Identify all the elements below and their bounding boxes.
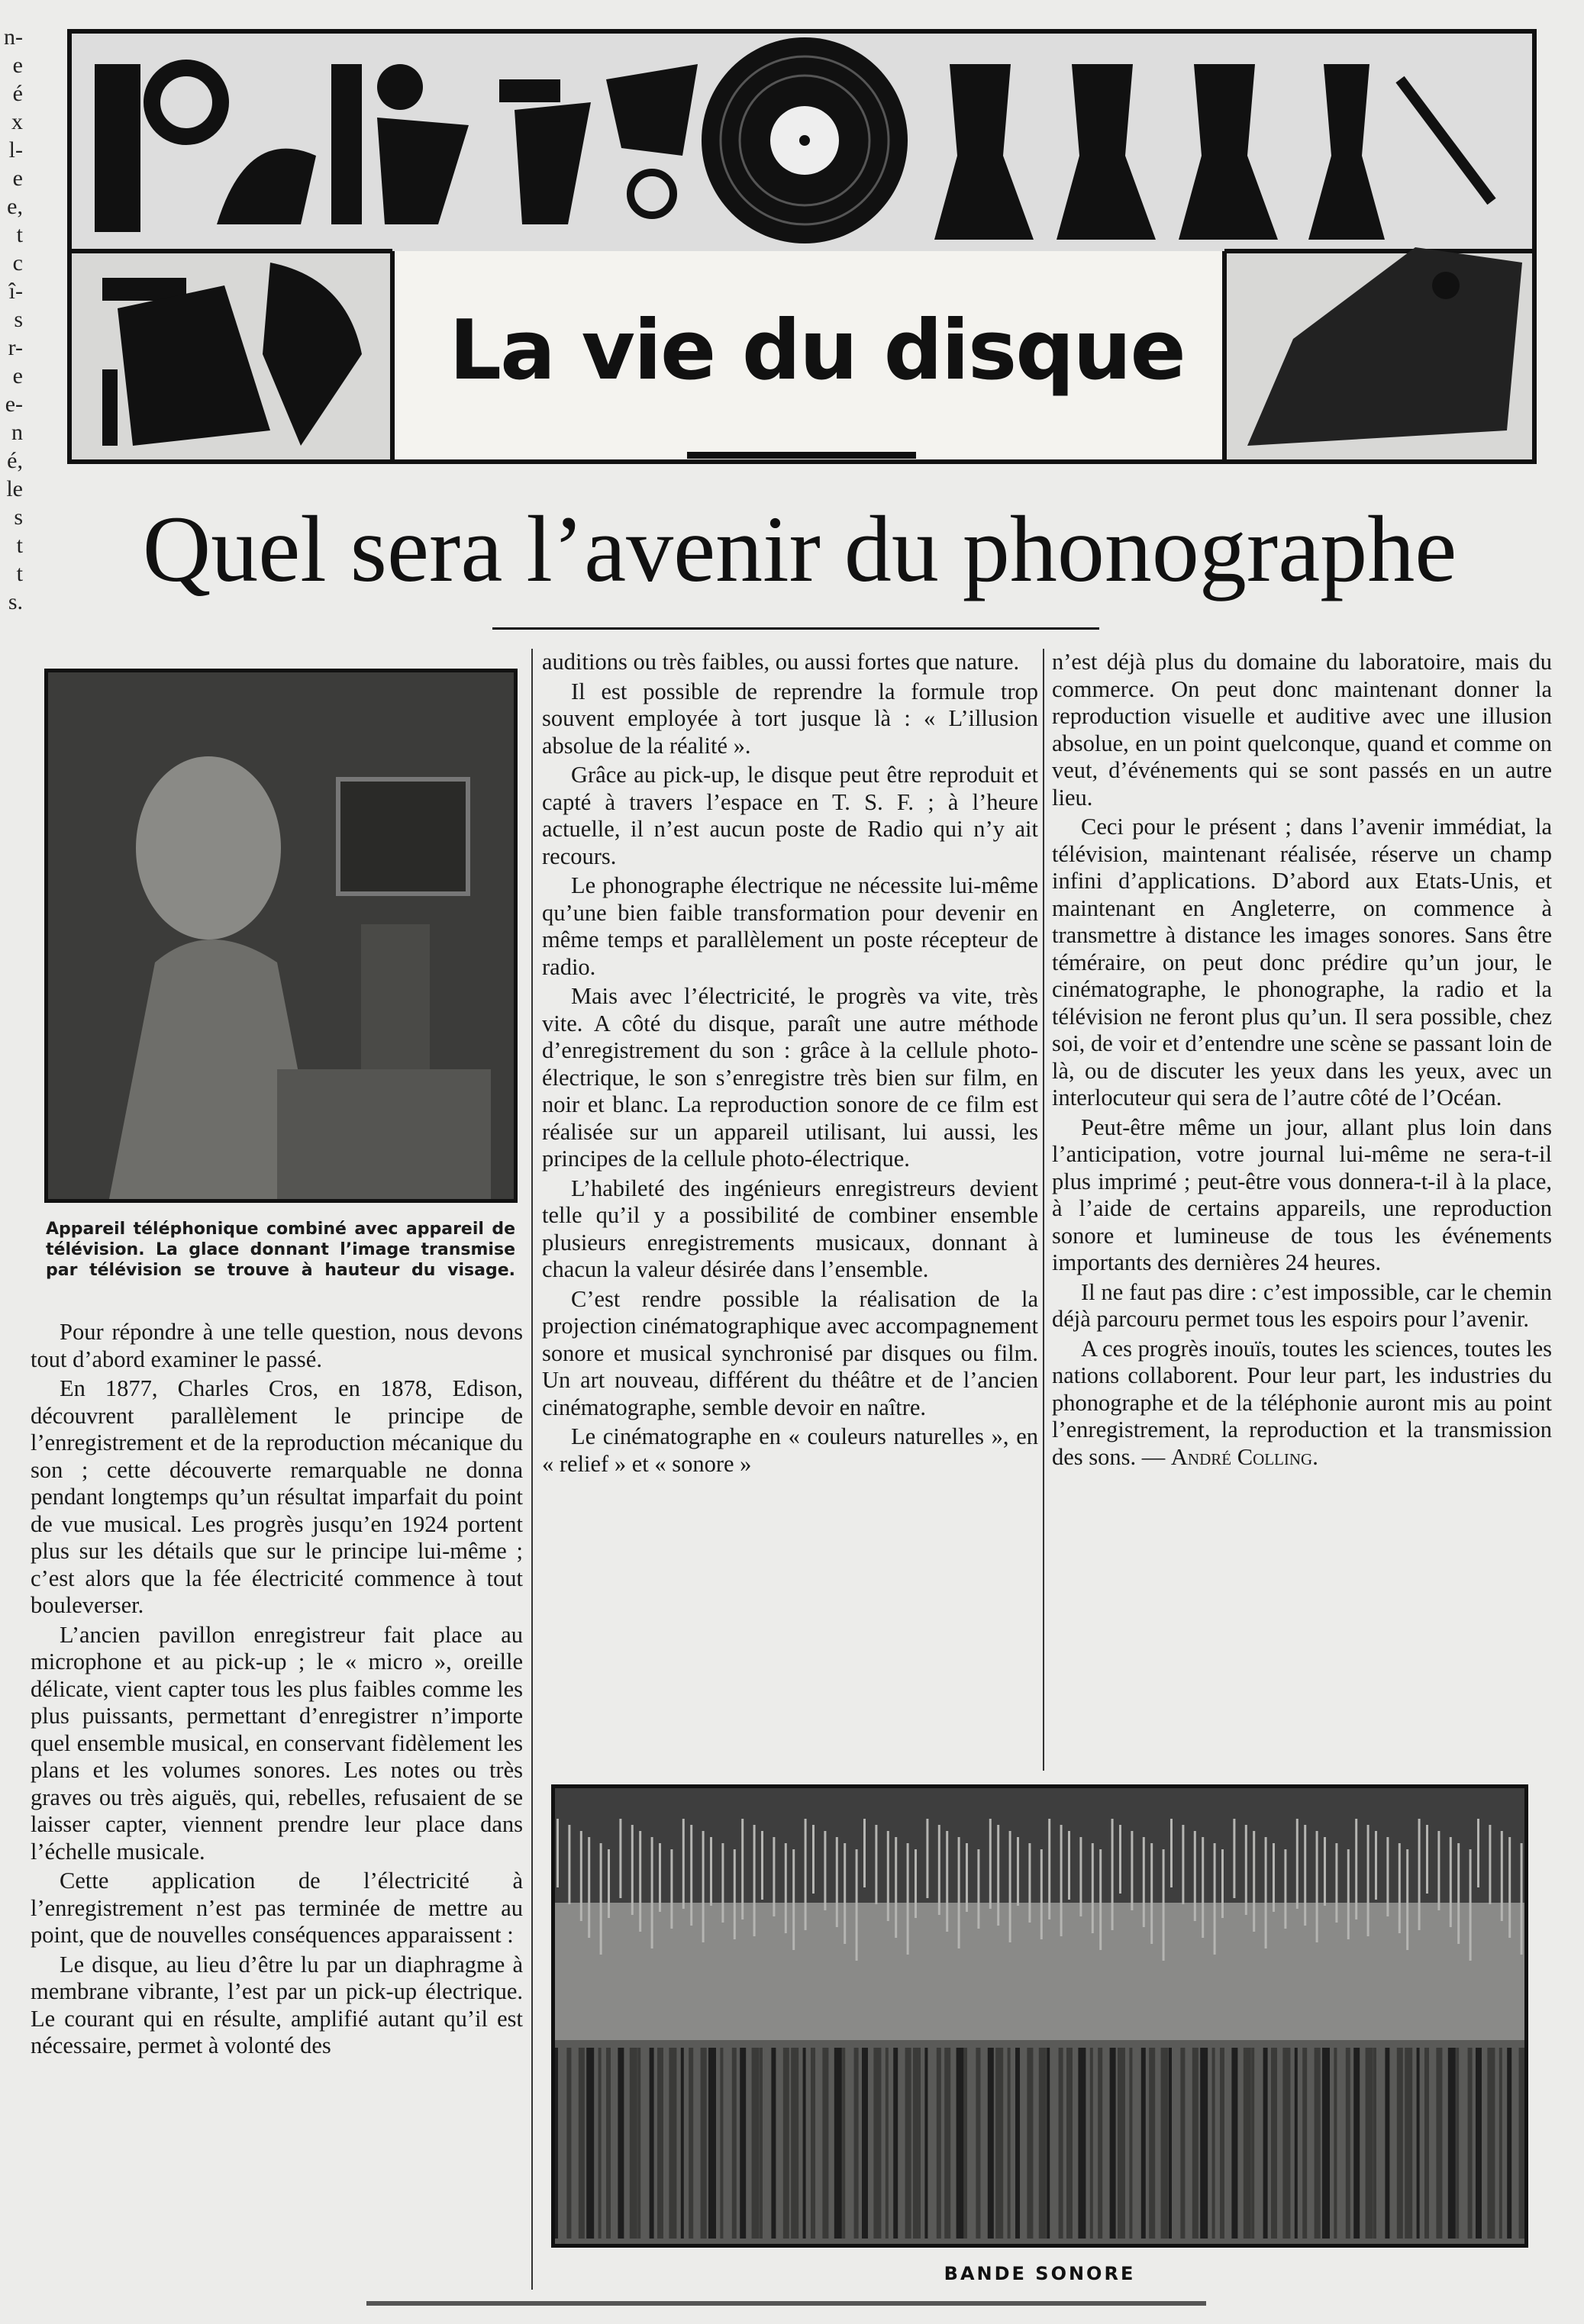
sound-stripe — [681, 2048, 684, 2239]
sound-stripe — [637, 2048, 640, 2239]
sound-stripe — [752, 2048, 760, 2239]
sound-stripe — [740, 2048, 746, 2239]
sound-stripe — [1302, 2048, 1307, 2239]
sound-stripe — [720, 2048, 723, 2239]
sound-stripe — [1508, 1837, 1511, 1938]
edge-fragment: l- — [8, 137, 23, 163]
edge-fragment: e — [12, 53, 23, 78]
sound-stripe — [1284, 1849, 1286, 1929]
sound-stripe — [657, 2048, 663, 2239]
sound-stripe — [803, 2048, 806, 2239]
sound-stripe — [988, 2048, 994, 2239]
sound-stripe — [966, 1843, 968, 1912]
sound-stripe — [1008, 2048, 1011, 2239]
paragraph — [1052, 1336, 1552, 1471]
sound-stripe — [873, 2048, 881, 2239]
sound-stripe — [1060, 1825, 1063, 1936]
sound-stripe — [702, 1831, 705, 1942]
edge-fragment: s. — [8, 589, 23, 614]
sound-stripe — [1039, 2048, 1047, 2239]
sound-stripe — [997, 1825, 999, 1926]
sound-stripe — [1417, 2048, 1420, 2239]
edge-fragment: e — [12, 166, 23, 191]
sound-stripe — [1059, 2048, 1063, 2239]
sound-stripe — [1499, 2048, 1502, 2239]
sound-stripe — [1180, 2048, 1185, 2239]
sound-stripe — [1090, 2048, 1093, 2239]
sound-stripe — [1047, 2048, 1050, 2239]
sound-stripe — [669, 2048, 676, 2239]
paragraph: En 1877, Charles Cros, en 1878, Edison, découvrent parallèlement le principe de l’enregistrement et de la reproduction mécanique du son ; cette découverte remarquable ne donna pendant longtemps qu’un résultat imparfait du point de vue musical. Les progrès jusqu’en 1924 portent plus sur les détails que sur le principe lui-même ; c’est alors que la fée électricité commence à tout bouleverser. — [31, 1375, 523, 1618]
sound-stripe — [1519, 2048, 1524, 2239]
sound-stripe — [783, 2048, 789, 2239]
edge-fragment: e, — [7, 194, 23, 219]
sound-stripe — [946, 1831, 948, 1932]
record-disc-icon — [702, 37, 908, 243]
sound-stripe — [1233, 1819, 1235, 1898]
sound-stripe — [1202, 1837, 1204, 1938]
sound-stripe — [1373, 2048, 1376, 2239]
sound-stripe — [875, 1825, 877, 1904]
sound-stripe — [1220, 2048, 1224, 2239]
sound-stripe — [760, 2048, 763, 2239]
sound-stripe — [761, 1831, 763, 1900]
paragraph: Cette application de l’électricité à l’enregistrement n’est pas terminée de mettre au point, que de nouvelles conséquences apparaissent : — [31, 1868, 523, 1948]
sound-stripe — [893, 2048, 898, 2239]
edge-fragment: le — [6, 476, 23, 501]
sound-stripe — [1448, 2048, 1456, 2239]
sound-stripe — [556, 1819, 559, 1887]
sound-stripe — [1214, 1843, 1216, 1955]
sound-stripe — [710, 1837, 712, 1906]
sound-stripe — [598, 2048, 602, 2239]
sound-stripe — [977, 1849, 979, 1929]
sound-stripe — [1099, 1849, 1102, 1950]
sound-stripe — [1129, 2048, 1132, 2239]
sound-stripe — [842, 2048, 845, 2239]
sound-stripe — [606, 2048, 611, 2239]
sound-stripe — [1353, 2048, 1360, 2239]
sound-stripe — [1131, 1831, 1133, 1910]
paragraph: Peut-être même un jour, allant plus loin dans l’anticipation, votre journal lui-même ne sera-t-il plus imprimé ; peut-être vous donnera-t-il à la place, à l’aide de certains appareils, une reproduction sonore et lumineuse de tous les événements importants des dernières 24 heures. — [1052, 1114, 1552, 1275]
sound-stripe — [863, 1819, 866, 1887]
edge-fragment: e — [12, 363, 23, 388]
sound-stripe — [670, 1849, 673, 1929]
edge-fragment: î- — [8, 279, 23, 304]
sound-stripe — [1468, 2048, 1473, 2239]
sound-stripe — [1110, 2048, 1116, 2239]
sound-stripe — [1469, 1849, 1472, 1961]
sound-stripe — [1324, 1837, 1326, 1906]
sound-stripe — [1367, 1825, 1369, 1936]
sound-stripe — [1182, 1825, 1184, 1904]
sound-stripe — [812, 1825, 815, 1894]
sound-stripe — [957, 2048, 964, 2239]
sound-stripe — [1477, 1819, 1479, 1887]
sound-stripe — [856, 1849, 858, 1961]
sound-stripe — [1040, 1849, 1043, 1939]
sound-stripe — [1079, 1837, 1082, 1916]
sound-stripe — [708, 2048, 716, 2239]
sound-stripe — [1296, 1819, 1298, 1909]
sound-stripe — [958, 1837, 960, 1948]
sound-stripe — [895, 1837, 897, 1938]
sound-stripe — [1170, 1819, 1173, 1887]
paragraph: Le disque, au lieu d’être lu par un diaphragme à membrane vibrante, l’est par un pick-up électrique. Le courant qui en résulte, amplifié autant qu’il est nécessaire, permet à volonté des — [31, 1951, 523, 2058]
sound-stripe — [1143, 1837, 1145, 1927]
sound-stripe — [1263, 2048, 1268, 2239]
sound-stripe — [1028, 1843, 1031, 1923]
sound-stripe — [805, 1819, 807, 1930]
photo-caption: Appareil téléphonique combiné avec appareil de télévision. La glace donnant l’image transmise par télévision se trouve à hauteur du visage. — [46, 1220, 515, 1280]
sound-stripe — [1212, 2048, 1215, 2239]
sound-stripe — [1098, 2048, 1102, 2239]
edge-fragment: s — [14, 307, 23, 332]
sound-stripe — [1017, 1837, 1019, 1906]
article-column-2 — [542, 649, 1038, 1480]
sound-stripe — [721, 1843, 724, 1923]
edge-fragment: n — [11, 420, 23, 445]
paragraph: Ceci pour le présent ; dans l’avenir immédiat, la télévision, maintenant réalisée, réserve un champ infini d’applications. D’abord aux Etats-Unis, et maintenant en Angleterre, on commence à transmettre à distance les images sonores. Sans être téméraire, on peut donc prédire qu’un jour, le cinématographe, le phonographe, la radio et la télévision ne feront plus qu’un. Il sera possible, chez soi, de voir et d’entendre une scène se passant loin de là, ou de discuter les yeux dans les yeux, avec un interlocuteur qui sera de l’autre côté de l’Océan. — [1052, 814, 1552, 1110]
paragraph: n’est déjà plus du domaine du laboratoire, mais du commerce. On peut donc maintenant donner la reproduction visuelle et auditive avec une illusion absolue, en un point quelconque, quand et comme on veut, d’événements qui se sont passés en un autre lieu. — [1052, 649, 1552, 811]
edge-fragment: t — [16, 533, 23, 558]
sound-stripe — [1194, 1831, 1196, 1921]
sound-stripe — [1066, 2048, 1073, 2239]
sound-stripe — [1149, 2048, 1155, 2239]
sound-stripe — [659, 1843, 661, 1912]
paragraph: L’habileté des ingénieurs enregistreurs devient telle qu’il y a possibilité de combiner ensemble plusieurs enregistrements musicaux, donnant à chacun la valeur désirée dans l’ensemble. — [542, 1175, 1038, 1282]
sound-stripe — [618, 2048, 624, 2239]
sound-stripe — [1487, 2048, 1495, 2239]
sound-stripe — [1221, 1849, 1224, 1918]
sound-stripe — [1322, 2048, 1330, 2239]
sound-stripe — [1335, 1843, 1337, 1923]
edge-fragment: x — [11, 109, 23, 134]
sound-stripe — [734, 1849, 736, 1939]
sound-stripe — [586, 2048, 594, 2239]
sound-stripe — [1295, 2048, 1298, 2239]
sound-stripe — [600, 1843, 602, 1955]
sound-stripe — [1347, 1849, 1350, 1939]
sound-stripe — [1437, 1831, 1440, 1910]
sound-stripe — [588, 1837, 590, 1938]
rubric-banner — [67, 29, 1537, 464]
sound-stripe — [1273, 1843, 1275, 1912]
sound-stripe — [1334, 2048, 1337, 2239]
bottom-rule — [366, 2301, 1206, 2306]
sound-stripe — [650, 2048, 654, 2239]
sound-stripe — [1244, 2048, 1251, 2239]
sound-stripe — [1426, 1825, 1428, 1894]
article-column-1 — [31, 1319, 523, 2062]
sound-stripe — [862, 2048, 868, 2239]
sound-stripe — [753, 1825, 756, 1936]
sound-stripe — [1450, 1837, 1452, 1927]
rubric-title: La vie du disque — [449, 303, 1185, 398]
paragraph: L’ancien pavillon enregistreur fait place au microphone et au pick-up ; le « micro », oreille délicate, vient capter tous les plus faibles comme les plus puissants, permettant d’enregistrer n’importe quel ensemble musical, en conservant fidèlement les plans et les volumes sonores. Les notes ou très graves ou très aiguës, qui, rebelles, refusaient de se laisser capter, viennent prendre leur place dans l’échelle musicale. — [31, 1621, 523, 1865]
sound-stripe — [1418, 1819, 1421, 1930]
sound-stripe — [834, 2048, 842, 2239]
sound-stripe — [1150, 1843, 1153, 1944]
sound-stripe — [1456, 2048, 1459, 2239]
sound-stripe — [682, 1819, 685, 1909]
author-signature: André Colling. — [1170, 1443, 1318, 1470]
sound-stripe — [1118, 2048, 1125, 2239]
sound-stripe — [701, 2048, 707, 2239]
sound-stripe — [989, 1819, 992, 1909]
telephone-television-photo — [44, 669, 518, 1203]
sound-stripe — [792, 1849, 795, 1950]
sound-stripe — [785, 1843, 787, 1933]
sound-stripe — [580, 1831, 582, 1921]
sound-stripe — [937, 2048, 941, 2239]
sound-stripe — [1501, 1831, 1503, 1921]
sound-stripe — [1271, 2048, 1277, 2239]
edge-fragment: t — [16, 561, 23, 586]
sound-stripe — [854, 2048, 859, 2239]
paragraph: Il est possible de reprendre la formule trop souvent employée à tort jusque là : « L’illusion absolue de la réalité ». — [542, 678, 1038, 759]
paragraph: Mais avec l’électricité, le progrès va vite, très vite. A côté du disque, paraît une autre méthode d’enregistrement du son : grâce à la cellule photo-électrique, le son s’enregistre très bien sur film, en noir et blanc. La reproduction sonore de ce film est réalisée sur un appareil utilisant, lui aussi, les principes de la cellule photo-électrique. — [542, 983, 1038, 1172]
edge-fragment: e- — [5, 392, 23, 417]
sound-stripe — [915, 1849, 917, 1918]
paragraph: C’est rendre possible la réalisation de la projection cinématographique avec accompagnement sonore et musical synchronisé par disques ou film. Un art nouveau, différent du théâtre et de l’ancien cinématographe, semble devoir en naître. — [542, 1285, 1038, 1420]
sound-stripe — [811, 2048, 815, 2239]
sound-stripe — [608, 1849, 610, 1918]
sound-stripe — [631, 1825, 634, 1915]
sound-stripe — [1282, 2048, 1290, 2239]
sound-stripe — [938, 1825, 940, 1915]
sound-stripe — [995, 2048, 1003, 2239]
soundtrack-image — [551, 1784, 1528, 2248]
sound-stripe — [791, 2048, 798, 2239]
sound-stripe — [1399, 1843, 1401, 1933]
sound-stripe — [1265, 1837, 1267, 1948]
edge-fragment: é, — [7, 448, 23, 473]
sound-stripe — [1315, 2048, 1321, 2239]
edge-fragment: c — [12, 250, 23, 276]
sound-stripe — [689, 2048, 693, 2239]
sound-stripe — [926, 1819, 928, 1898]
sound-stripe — [907, 1843, 909, 1955]
soundtrack-caption: BANDE SONORE — [944, 2263, 1136, 2284]
sound-stripe — [771, 2048, 776, 2239]
sound-stripe — [836, 1837, 838, 1927]
sound-stripe — [1405, 2048, 1412, 2239]
sound-stripe — [1406, 1849, 1408, 1950]
sound-stripe — [690, 1825, 692, 1926]
sound-stripe — [1027, 2048, 1033, 2239]
sound-stripe — [1457, 1843, 1460, 1944]
sound-stripe — [1245, 1825, 1247, 1915]
paragraph: Le phonographe électrique ne nécessite lui-même qu’une bien faible transformation pour devenir en même temps et parallèlement un poste récepteur de radio. — [542, 872, 1038, 980]
sound-stripe — [741, 1819, 744, 1919]
headline: Quel sera l’avenir du phonographe — [142, 497, 1457, 601]
sound-stripe — [1355, 1819, 1357, 1919]
sound-stripe — [1009, 1831, 1011, 1942]
sound-stripe — [1092, 1843, 1094, 1933]
title-divider — [687, 452, 916, 459]
sound-stripe — [732, 2048, 737, 2239]
sound-stripe — [1385, 2048, 1389, 2239]
sound-stripe — [1489, 1825, 1491, 1904]
sound-stripe — [924, 2048, 927, 2239]
sound-stripe — [1015, 2048, 1020, 2239]
sound-stripe — [1346, 2048, 1350, 2239]
headline-rule — [492, 627, 1099, 630]
sound-stripe — [568, 1825, 570, 1904]
sound-stripe — [1304, 1825, 1306, 1926]
sound-stripe — [1316, 1831, 1318, 1942]
sound-stripe — [1476, 2048, 1482, 2239]
sound-stripe — [887, 1831, 889, 1921]
sound-stripe — [773, 1837, 775, 1916]
column-rule — [1043, 649, 1044, 1771]
paragraph: Grâce au pick-up, le disque peut être reproduit et capté à travers l’espace en T. S. F. ; à l’heure actuelle, il n’est aucun poste de Radio qui n’y ait recours. — [542, 762, 1038, 869]
edge-fragment: t — [16, 222, 23, 247]
sound-stripe — [1200, 2048, 1208, 2239]
sound-stripe — [1251, 2048, 1254, 2239]
sound-stripe — [1375, 1831, 1377, 1900]
paragraph: Le cinématographe en « couleurs naturelles », en « relief » et « sonore » — [542, 1423, 1038, 1477]
sound-stripe — [822, 2048, 828, 2239]
sound-stripe — [944, 2048, 950, 2239]
sound-stripe — [639, 1831, 641, 1932]
sound-stripe — [1141, 2048, 1146, 2239]
photo-person-icon — [48, 672, 514, 1199]
sound-stripe — [1078, 2048, 1086, 2239]
edge-fragment: r- — [8, 335, 23, 360]
sound-stripe — [1163, 1849, 1165, 1961]
sound-stripe — [976, 2048, 980, 2239]
sound-stripe — [824, 1831, 826, 1910]
sound-stripe — [619, 1819, 621, 1898]
sound-stripe — [579, 2048, 585, 2239]
neighbour-column-fragment — [0, 23, 23, 2282]
sound-stripe — [555, 2048, 558, 2239]
edge-fragment: é — [12, 81, 23, 106]
sound-stripe — [1397, 2048, 1403, 2239]
sound-stripe — [1161, 2048, 1169, 2239]
sound-stripe — [1521, 1843, 1523, 1955]
column-rule — [531, 649, 533, 2290]
sound-stripe — [1231, 2048, 1237, 2239]
paragraph: auditions ou très faibles, ou aussi fortes que nature. — [542, 649, 1020, 675]
sound-stripe — [1169, 2048, 1172, 2239]
sound-stripe — [1192, 2048, 1198, 2239]
sound-stripe — [913, 2048, 921, 2239]
sound-stripe — [1111, 1819, 1114, 1930]
sound-stripe — [651, 1837, 653, 1948]
sound-stripe — [1507, 2048, 1511, 2239]
sound-stripe — [630, 2048, 637, 2239]
sound-stripe — [844, 1843, 846, 1944]
paragraph: Il ne faut pas dire : c’est impossible, car le chemin déjà parcouru permet tous les espoirs pour l’avenir. — [1052, 1278, 1552, 1332]
sound-stripe — [1424, 2048, 1429, 2239]
sound-stripe — [1436, 2048, 1442, 2239]
sound-stripe — [1366, 2048, 1373, 2239]
soundtrack-waveform-icon — [555, 1788, 1524, 2244]
sound-stripe — [886, 2048, 889, 2239]
sound-stripe — [1119, 1825, 1121, 1894]
sound-stripe — [1048, 1819, 1050, 1919]
closing-paragraph: A ces progrès inouïs, toutes les sciences, toutes les nations collaborent. Pour leur part, les industries du phonographe et de la téléphonie auront mis au point l’enregistrement, la reproduction et la transmission des sons. — — [1052, 1335, 1552, 1470]
edge-fragment: n- — [4, 24, 23, 50]
edge-fragment: s — [14, 504, 23, 530]
sound-stripe — [1068, 1831, 1070, 1900]
sound-stripe — [964, 2048, 967, 2239]
sound-stripe — [566, 2048, 571, 2239]
sound-stripe — [905, 2048, 911, 2239]
sound-stripe — [1386, 1837, 1389, 1916]
paragraph: Pour répondre à une telle question, nous devons tout d’abord examiner le passé. — [31, 1319, 523, 1372]
article-column-3 — [1052, 649, 1552, 1473]
sound-stripe — [1253, 1831, 1255, 1932]
